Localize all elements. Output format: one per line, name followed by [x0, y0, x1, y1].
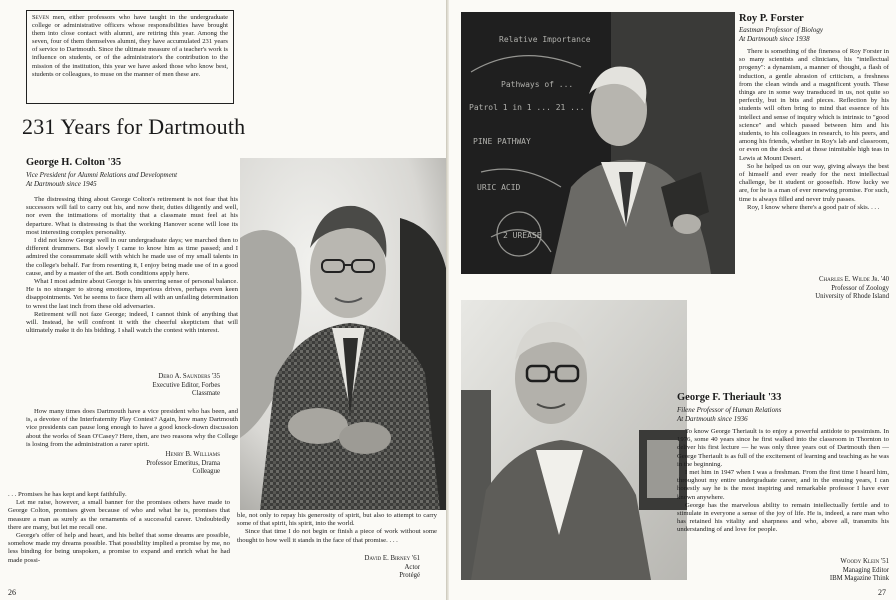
forster-lecture-image — [461, 12, 735, 274]
theriault-title-line2: At Dartmouth since 1936 — [677, 414, 748, 423]
intro-box — [26, 10, 234, 104]
theriault-title — [677, 406, 781, 423]
paragraph: So he helped us on our way, giving always the best of himself and ever ready for the next intellectual challenge, be it student or goosefish. How lucky we are, for he is a man of ever renewing promise. For such, time is always filled and never truly passes. — [739, 162, 889, 203]
blackboard-text: Patrol 1 in 1 ... 21 ... — [469, 103, 585, 112]
intro-text: men, either professors who have taught in the undergraduate college or administrative officers whose responsibilities have brought them into close contact with alumni, are retiring this year. Among the seven, four of them themselves alumni, they have accumulated 231 years of service to Dartmouth. Since the ultimate measure of a teacher's work is influence on students, or of the administrator's the contribution to the mission of the institution, this year we have asked those who know best, students or colleagues, to muse on the manner of men these are. — [32, 14, 228, 78]
signature-role: Managing Editor — [842, 566, 889, 574]
paragraph: There is something of the fineness of Roy Forster in so many scientists and clinicians, his "intellectual progeny": a dynamism, a manner of thought, a flash of induction, a gentle abrasion of criticism, a freshness from the clean winds and a magnificent youth. These things are in some way transduced in us, not quite so perfectly, but in bits and pieces. Reflection by his students will often bring to mind that essence of his intellect and sense of inquiry which is intrinsic to "good science" and which passed between him and his students, to his colleagues in research, to his peers, and among his friends, whether in Roy's lab and classroom, or even on the dock and at those inimitable high teas in Lewis at Mount Desert. — [739, 48, 889, 162]
paragraph: What I most admire about George is his unerring sense of personal balance. He is no stranger to strong emotions, imperious drives, perhaps even keen disappointments. Yet he seems to face them all with an unfailing determination to wrest the last inch from these old adversaries. — [26, 278, 238, 310]
colton-portrait-image — [240, 158, 448, 510]
page-title: 231 Years for Dartmouth — [22, 114, 246, 139]
colton-photo — [240, 158, 448, 510]
signature-name: Dero A. Saunders '35 — [158, 373, 220, 380]
signature-role: Executive Editor, Forbes — [152, 381, 220, 389]
blackboard-text: 2 UREASE — [503, 231, 542, 240]
paragraph: . . . Promises he has kept and kept faithfully. — [8, 491, 127, 498]
blackboard-text: PINE PATHWAY — [473, 137, 531, 146]
blackboard-text: Relative Importance — [499, 35, 591, 44]
colton-essay-1 — [26, 196, 238, 370]
paragraph: Roy, I know where there's a good pair of skis. . . . — [747, 203, 880, 211]
colton-title-line1: Vice President for Alumni Relations and Development — [26, 171, 178, 179]
colton-name: George H. Colton '35 — [26, 157, 122, 168]
forster-title-line1: Eastman Professor of Biology — [739, 26, 823, 34]
signature-relation: Colleague — [192, 468, 220, 475]
signature-birney — [300, 555, 420, 581]
signature-name: Henry B. Williams — [165, 451, 220, 458]
right-page — [449, 0, 896, 600]
theriault-name: George F. Theriault '33 — [677, 392, 782, 403]
theriault-title-line1: Filene Professor of Human Relations — [677, 406, 782, 414]
signature-relation: Classmate — [192, 390, 220, 397]
paragraph: George has the marvelous ability to remain intellectually fertile and to stimulate in everyone a sense of the joy of life. He is, indeed, a rare man who has retained his vitality and sharpness and who, above all, transmits his understanding of and love for people. — [677, 501, 889, 534]
paragraph: Retirement will not faze George; indeed, I cannot think of anything that will. Instead, he will confront it with the cheerful skepticism that will ultimately make it do his bidding. I shall watch the contest with interest. — [26, 310, 238, 335]
theriault-photo — [461, 300, 687, 580]
blackboard-text: URIC ACID — [477, 183, 521, 192]
paragraph: The distressing thing about George Colton's retirement is not fear that his successors will fail to carry out his, and now their, duties diligently and well, nor even the intimations of mortality that a classmate must feel at his departure. What is distressing is that the working Hanover scene will lose its most interesting complex personality. — [26, 196, 238, 236]
paragraph: Let me raise, however, a small banner for the promises others have made to George Colton, promises given because of who and what he is, promises that measure a man as surely as the ornaments of a successful career. Undoubtedly there are many, but let me recall one. — [8, 499, 230, 531]
paragraph: How many times does Dartmouth have a vice president who has been, and is, a devotee of the Interfraternity Play Contest? Again, how many Dartmouth vice presidents can pause long enough to have a good knock-down discussion about the works of Sean O'Casey? Here, then, are two reasons why the College is losing from the administration a rarer spirit. — [26, 408, 238, 448]
paragraph: Since that time I do not begin or finish a piece of work without some thought to how well it stands in the face of that promise. . . . — [237, 528, 437, 544]
signature-wilde — [739, 276, 889, 302]
signature-klein — [749, 558, 889, 584]
forster-essay — [739, 48, 889, 276]
colton-title-line2: At Dartmouth since 1945 — [26, 179, 97, 188]
intro-lead: Seven — [32, 14, 49, 21]
colton-essay-2 — [26, 408, 238, 450]
signature-name: Woody Klein '51 — [840, 558, 889, 565]
paragraph: George's offer of help and heart, and his belief that some dreams are possible, somehow made my dreams possible. That possibility implied a promise by me, no less binding for being unspoken, a promise to expand and enrich what he had made possi- — [8, 532, 230, 564]
signature-relation: Protégé — [399, 572, 420, 579]
forster-photo — [461, 12, 735, 274]
colton-essay-3-col2 — [237, 512, 437, 554]
forster-name: Roy P. Forster — [739, 13, 804, 24]
paragraph: To know George Theriault is to enjoy a powerful antidote to pessimism. In 1976, some 40 years since he first walked into the classroom in Thornton to deliver his first lecture — he was only three years out of Dartmouth then — George Theriault is as full of the excitement of learning and teaching as he was in the beginning. — [677, 428, 889, 468]
blackboard-text: Pathways of ... — [501, 80, 574, 89]
signature-name: David E. Birney '61 — [364, 555, 420, 562]
signature-name: Charles E. Wilde Jr. '40 — [818, 276, 889, 283]
paragraph: I met him in 1947 when I was a freshman. From the first time I heard him, throughout my entire undergraduate career, and in the ensuing years, I can honestly say he is the most inspiring and remarkable professor I have ever known anywhere. — [677, 469, 889, 501]
signature-role: Actor — [404, 563, 420, 571]
paragraph: ble, not only to repay his generosity of spirit, but also to attempt to carry some of that spirit, his spirit, into the world. — [237, 512, 437, 528]
page-number: 26 — [8, 588, 16, 597]
signature-role: Professor Emeritus, Drama — [146, 459, 220, 467]
signature-williams — [100, 451, 220, 477]
signature-relation: IBM Magazine Think — [829, 575, 889, 582]
theriault-portrait-image — [461, 300, 687, 580]
forster-title — [739, 26, 823, 43]
signature-relation: University of Rhode Island — [815, 293, 889, 300]
page-number: 27 — [878, 588, 886, 597]
paragraph: I did not know George well in our undergraduate days; we marched then to different drummers. But slowly I came to know him as time passed; and I admired the consummate skill with which he made use of my small talents in the college's behalf. Far from resenting it, I enjoy being made use of in a good cause, and by a master of the art. Both conditions apply here. — [26, 237, 238, 277]
theriault-essay — [677, 428, 889, 558]
colton-title — [26, 171, 177, 188]
forster-title-line2: At Dartmouth since 1938 — [739, 34, 810, 43]
signature-saunders — [100, 373, 220, 399]
signature-role: Professor of Zoology — [831, 284, 889, 292]
colton-essay-3 — [8, 491, 230, 591]
